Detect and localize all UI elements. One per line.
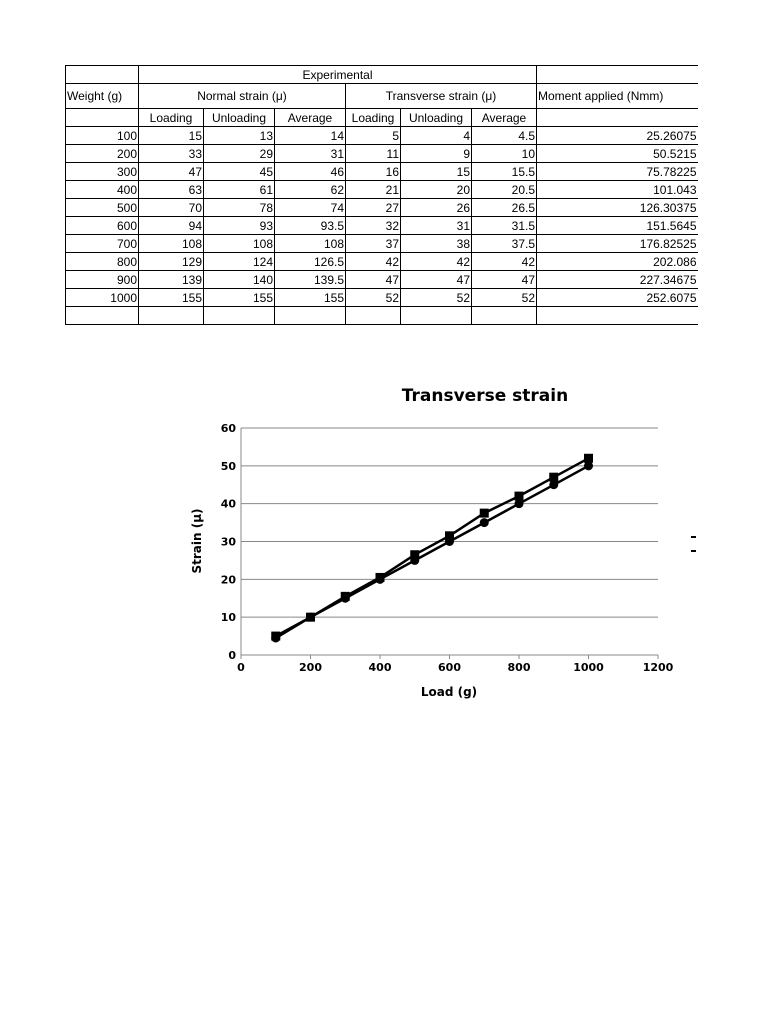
cell-moment-applied: 202.086 <box>537 253 698 271</box>
cell-empty <box>275 307 346 325</box>
cell-normal-loading: 139 <box>139 271 204 289</box>
legend-marker-clipped <box>691 536 696 538</box>
cell-normal-loading: 155 <box>139 289 204 307</box>
cell-transverse-average: 42 <box>472 253 537 271</box>
cell-weight: 200 <box>66 145 139 163</box>
cell-weight: 1000 <box>66 289 139 307</box>
cell-normal-average: 31 <box>275 145 346 163</box>
table-row <box>66 235 698 253</box>
cell-transverse-average: 26.5 <box>472 199 537 217</box>
cell-normal-unloading: 78 <box>204 199 275 217</box>
data-point-circle <box>306 613 315 622</box>
cell-normal-unloading: 124 <box>204 253 275 271</box>
header-cell-empty <box>66 109 139 127</box>
cell-transverse-loading: 32 <box>346 217 401 235</box>
cell-normal-loading: 47 <box>139 163 204 181</box>
header-cell-empty <box>537 109 698 127</box>
x-tick-label: 1200 <box>642 661 674 674</box>
cell-transverse-unloading: 20 <box>401 181 472 199</box>
subheader-transverse-average: Average <box>472 109 537 127</box>
data-point-circle <box>515 499 524 508</box>
header-row-group <box>66 66 698 84</box>
cell-moment-applied: 101.043 <box>537 181 698 199</box>
cell-weight: 100 <box>66 127 139 145</box>
cell-normal-loading: 129 <box>139 253 204 271</box>
cell-transverse-unloading: 38 <box>401 235 472 253</box>
cell-transverse-loading: 16 <box>346 163 401 181</box>
table-row <box>66 271 698 289</box>
data-point-circle <box>480 518 489 527</box>
cell-transverse-unloading: 42 <box>401 253 472 271</box>
cell-empty <box>66 307 139 325</box>
y-tick-label: 10 <box>220 611 236 625</box>
chart-canvas <box>0 370 768 710</box>
cell-normal-loading: 15 <box>139 127 204 145</box>
cell-weight: 300 <box>66 163 139 181</box>
cell-transverse-average: 31.5 <box>472 217 537 235</box>
cell-moment-applied: 227.34675 <box>537 271 698 289</box>
data-point-circle <box>376 575 385 584</box>
cell-normal-unloading: 108 <box>204 235 275 253</box>
cell-transverse-loading: 21 <box>346 181 401 199</box>
cell-transverse-unloading: 9 <box>401 145 472 163</box>
cell-normal-average: 126.5 <box>275 253 346 271</box>
cell-empty <box>401 307 472 325</box>
cell-transverse-unloading: 15 <box>401 163 472 181</box>
subheader-normal-loading: Loading <box>139 109 204 127</box>
transverse-strain-chart <box>0 370 768 710</box>
cell-weight: 800 <box>66 253 139 271</box>
y-tick-label: 50 <box>220 459 236 473</box>
cell-weight: 900 <box>66 271 139 289</box>
cell-transverse-average: 47 <box>472 271 537 289</box>
header-cell-empty <box>537 66 698 84</box>
cell-normal-average: 93.5 <box>275 217 346 235</box>
legend-marker-clipped <box>691 550 696 552</box>
cell-transverse-loading: 11 <box>346 145 401 163</box>
cell-transverse-unloading: 26 <box>401 199 472 217</box>
cell-transverse-unloading: 52 <box>401 289 472 307</box>
cell-transverse-unloading: 31 <box>401 217 472 235</box>
cell-normal-unloading: 45 <box>204 163 275 181</box>
subheader-transverse-loading: Loading <box>346 109 401 127</box>
cell-empty <box>204 307 275 325</box>
cell-normal-average: 14 <box>275 127 346 145</box>
table-row <box>66 199 698 217</box>
subheader-transverse-unloading: Unloading <box>401 109 472 127</box>
cell-weight: 700 <box>66 235 139 253</box>
data-point-circle <box>549 480 558 489</box>
cell-moment-applied: 252.6075 <box>537 289 698 307</box>
cell-transverse-loading: 27 <box>346 199 401 217</box>
cell-transverse-loading: 42 <box>346 253 401 271</box>
table-row <box>66 289 698 307</box>
y-tick-label: 60 <box>220 422 236 435</box>
header-cell-empty <box>66 66 139 84</box>
cell-transverse-loading: 5 <box>346 127 401 145</box>
x-axis-label: Load (g) <box>420 685 478 699</box>
table-row <box>66 163 698 181</box>
data-point-circle <box>271 633 280 642</box>
cell-transverse-average: 52 <box>472 289 537 307</box>
x-tick-label: 200 <box>299 661 322 674</box>
header-transverse-strain: Transverse strain (μ) <box>346 84 537 109</box>
table-row <box>66 253 698 271</box>
subheader-normal-average: Average <box>275 109 346 127</box>
y-tick-label: 30 <box>220 535 236 549</box>
cell-normal-loading: 70 <box>139 199 204 217</box>
table-row <box>66 181 698 199</box>
x-tick-label: 600 <box>438 661 461 674</box>
data-point-circle <box>445 537 454 546</box>
cell-moment-applied: 25.26075 <box>537 127 698 145</box>
cell-normal-average: 74 <box>275 199 346 217</box>
cell-normal-unloading: 140 <box>204 271 275 289</box>
cell-moment-applied: 151.5645 <box>537 217 698 235</box>
cell-transverse-unloading: 47 <box>401 271 472 289</box>
data-point-square <box>480 509 489 518</box>
cell-transverse-average: 15.5 <box>472 163 537 181</box>
subheader-normal-unloading: Unloading <box>204 109 275 127</box>
cell-moment-applied: 75.78225 <box>537 163 698 181</box>
header-normal-strain: Normal strain (μ) <box>139 84 346 109</box>
strain-data-table <box>65 65 698 325</box>
header-experimental: Experimental <box>139 66 537 84</box>
y-tick-label: 40 <box>220 497 236 511</box>
data-point-circle <box>341 594 350 603</box>
cell-moment-applied: 50.5215 <box>537 145 698 163</box>
cell-normal-unloading: 61 <box>204 181 275 199</box>
cell-transverse-average: 20.5 <box>472 181 537 199</box>
table-row <box>66 145 698 163</box>
cell-transverse-loading: 52 <box>346 289 401 307</box>
y-tick-label: 0 <box>228 649 236 662</box>
cell-normal-average: 155 <box>275 289 346 307</box>
cell-normal-loading: 63 <box>139 181 204 199</box>
x-tick-label: 400 <box>368 661 392 674</box>
cell-transverse-loading: 47 <box>346 271 401 289</box>
table-row <box>66 217 698 235</box>
cell-empty <box>537 307 698 325</box>
cell-weight: 500 <box>66 199 139 217</box>
y-tick-label: 20 <box>220 573 236 587</box>
x-tick-label: 800 <box>507 661 531 674</box>
data-point-circle <box>584 461 593 470</box>
header-weight: Weight (g) <box>66 84 139 109</box>
x-tick-label: 1000 <box>573 661 604 674</box>
x-tick-label: 0 <box>237 661 245 674</box>
cell-normal-average: 108 <box>275 235 346 253</box>
cell-normal-average: 62 <box>275 181 346 199</box>
table-row-empty <box>66 307 698 325</box>
data-point-circle <box>410 556 419 565</box>
cell-transverse-loading: 37 <box>346 235 401 253</box>
series-line-circle <box>276 466 589 638</box>
cell-normal-unloading: 93 <box>204 217 275 235</box>
cell-moment-applied: 126.30375 <box>537 199 698 217</box>
table-row <box>66 127 698 145</box>
cell-transverse-average: 4.5 <box>472 127 537 145</box>
cell-transverse-average: 10 <box>472 145 537 163</box>
cell-normal-average: 46 <box>275 163 346 181</box>
cell-weight: 600 <box>66 217 139 235</box>
cell-moment-applied: 176.82525 <box>537 235 698 253</box>
cell-empty <box>139 307 204 325</box>
y-axis-label: Strain (μ) <box>190 508 204 574</box>
cell-normal-loading: 33 <box>139 145 204 163</box>
cell-weight: 400 <box>66 181 139 199</box>
cell-empty <box>472 307 537 325</box>
cell-transverse-unloading: 4 <box>401 127 472 145</box>
cell-transverse-average: 37.5 <box>472 235 537 253</box>
cell-normal-unloading: 13 <box>204 127 275 145</box>
cell-normal-average: 139.5 <box>275 271 346 289</box>
chart-title: Transverse strain <box>401 386 569 406</box>
cell-normal-unloading: 155 <box>204 289 275 307</box>
cell-empty <box>346 307 401 325</box>
header-row-sub <box>66 109 698 127</box>
cell-normal-loading: 94 <box>139 217 204 235</box>
header-moment-applied: Moment applied (Nmm) <box>537 84 698 109</box>
header-row-main <box>66 84 698 109</box>
cell-normal-loading: 108 <box>139 235 204 253</box>
cell-normal-unloading: 29 <box>204 145 275 163</box>
